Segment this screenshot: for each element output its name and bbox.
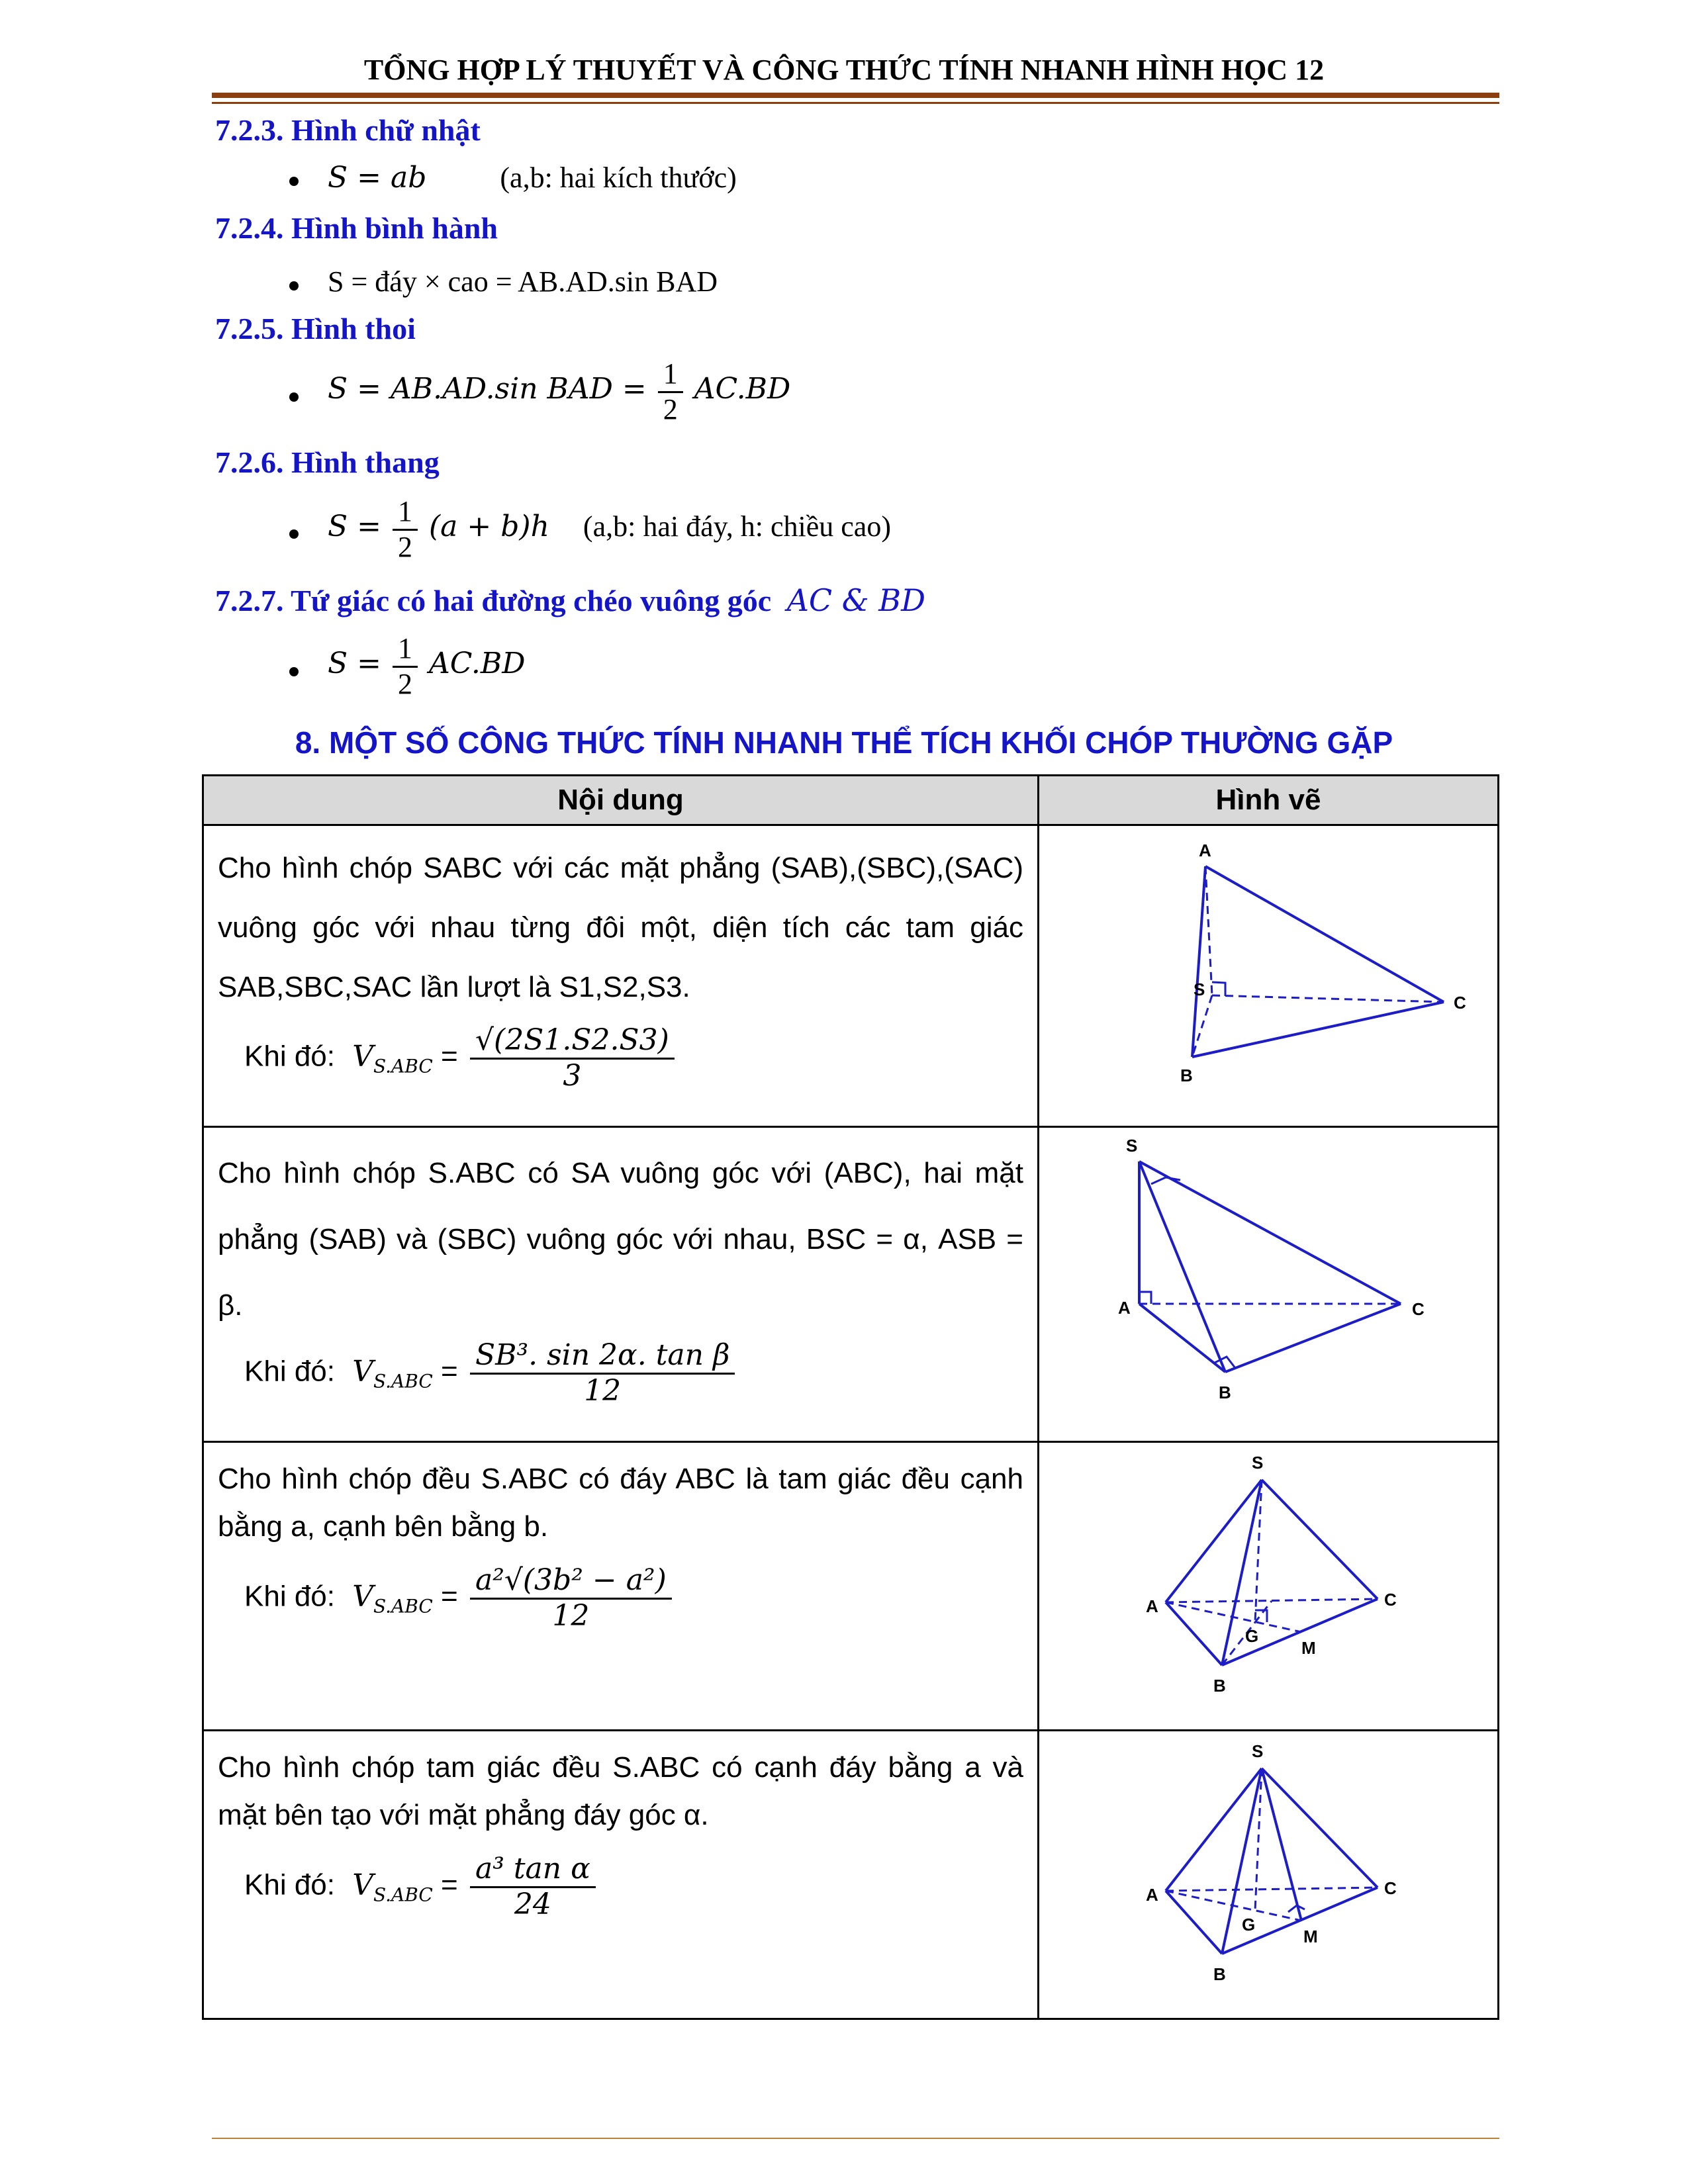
vertex-label: C: [1412, 1299, 1425, 1319]
heading-7-2-7: [215, 582, 925, 618]
row-text: Cho hình chóp SABC với các mặt phẳng (SAB),(SBC),(SAC) vuông góc với nhau từng đôi một, diện tích các tam giác SAB,SBC,SAC lần lượt là S1,S2,S3.: [218, 852, 1023, 1003]
figure-pyramid-sa-perpendicular: [1040, 1128, 1497, 1433]
fraction-num: 1: [393, 495, 418, 531]
vertex-label: G: [1245, 1626, 1259, 1646]
vertex-label: C: [1384, 1590, 1397, 1610]
fraction-den: 2: [398, 530, 412, 563]
edge-ab: [1166, 1891, 1222, 1954]
lhs-sub: S.ABC: [373, 1055, 433, 1077]
header-rule-thin: [212, 102, 1499, 104]
fraction: [470, 1339, 735, 1408]
row-content: [203, 825, 1039, 1127]
edge-sb: [1139, 1161, 1225, 1372]
vertex-label: B: [1180, 1066, 1193, 1085]
table-row: [203, 1127, 1499, 1442]
edge-ac: [1166, 1888, 1378, 1891]
fraction-num: SB³. sin 2α. tan β: [470, 1339, 735, 1375]
vertex-label: A: [1146, 1596, 1158, 1616]
edge-as: [1205, 866, 1212, 995]
heading-text: 7.2.7. Tứ giác có hai đường chéo vuông góc: [215, 584, 772, 617]
vertex-label: B: [1213, 1964, 1226, 1984]
formula-table: [202, 774, 1499, 2020]
footer-rule: [212, 2138, 1499, 2139]
vertex-label: B: [1213, 1676, 1226, 1696]
fraction: [470, 1564, 672, 1633]
table-row: [203, 1442, 1499, 1731]
lhs: V: [352, 1039, 373, 1073]
fraction-den: 2: [398, 667, 412, 700]
edge-sm: [1262, 1768, 1301, 1921]
vertex-label: B: [1219, 1383, 1231, 1402]
fraction-den: 2: [663, 392, 678, 426]
fraction: [470, 1852, 596, 1921]
fraction-den: 12: [552, 1598, 590, 1633]
fraction-den: 3: [563, 1058, 582, 1093]
right-angle-mark: [1139, 1292, 1151, 1304]
edge-ab: [1192, 866, 1205, 1057]
figure-regular-pyramid-dihedral: [1040, 1732, 1497, 2010]
heading-math: AC & BD: [786, 582, 925, 618]
formula-right: AC.BD: [429, 647, 526, 681]
fraction-num: a³ tan α: [470, 1852, 596, 1888]
khi-label: Khi đó:: [244, 1040, 335, 1073]
vertex-label: M: [1303, 1927, 1318, 1946]
fraction-num: 1: [393, 632, 418, 668]
bullet-icon: [289, 281, 299, 291]
fraction-num: √(2S1.S2.S3): [470, 1024, 675, 1060]
figure-regular-pyramid: [1040, 1443, 1497, 1721]
table-row: [203, 825, 1499, 1127]
header-rule-thick: [212, 93, 1499, 98]
row-figure: [1039, 1731, 1499, 2019]
fraction: [470, 1024, 675, 1093]
formula-trapezoid: [328, 495, 891, 564]
vertex-label: A: [1199, 841, 1211, 860]
row-figure: [1039, 1442, 1499, 1731]
fraction: [393, 495, 418, 564]
vertex-label: A: [1146, 1885, 1158, 1905]
row-content: [203, 1442, 1039, 1731]
row-content: [203, 1127, 1039, 1442]
vertex-label: G: [1242, 1915, 1256, 1934]
vertex-label: C: [1384, 1878, 1397, 1898]
edge-sc: [1262, 1480, 1378, 1599]
vertex-label: S: [1194, 979, 1205, 999]
bullet-icon: [289, 667, 299, 676]
header-figure: Hình vẽ: [1039, 776, 1499, 825]
lhs: V: [352, 1579, 373, 1614]
formula-left: S =: [328, 647, 381, 681]
row-formula: Khi đó: $V_{S.ABC}$ = $\frac{√(2S1.S2.S3)}{3}$: [205, 1024, 1037, 1093]
page-header-title: TỔNG HỢP LÝ THUYẾT VÀ CÔNG THỨC TÍNH NHANH HÌNH HỌC 12: [363, 54, 1325, 86]
header-content: Nội dung: [203, 776, 1039, 825]
bullet-icon: [289, 392, 299, 402]
row-content: [203, 1731, 1039, 2019]
angle-arc: [1288, 1905, 1305, 1912]
row-figure: [1039, 1127, 1499, 1442]
edge-sc: [1139, 1161, 1401, 1304]
lhs-sub: S.ABC: [373, 1884, 433, 1906]
row-text: Cho hình chóp đều S.ABC có đáy ABC là tam giác đều cạnh bằng a, cạnh bên bằng b.: [218, 1463, 1023, 1543]
vertex-label: S: [1252, 1741, 1264, 1761]
heading-7-2-4: 7.2.4. Hình bình hành: [215, 211, 498, 245]
fraction-num: 1: [658, 357, 683, 393]
formula-note: (a,b: hai kích thước): [500, 161, 737, 194]
lhs-sub: S.ABC: [373, 1595, 433, 1617]
heading-7-2-6: 7.2.6. Hình thang: [215, 445, 440, 479]
edge-ac: [1205, 866, 1444, 1002]
formula-parallelogram: [328, 265, 718, 298]
formula-rhombus: [328, 357, 790, 426]
lhs: V: [352, 1354, 373, 1388]
edge-ab: [1166, 1602, 1222, 1665]
formula-note: (a,b: hai đáy, h: chiều cao): [583, 510, 891, 543]
row-figure: [1039, 825, 1499, 1127]
table-header-row: [203, 776, 1499, 825]
fraction: [393, 632, 418, 701]
lhs-sub: S.ABC: [373, 1370, 433, 1392]
fraction-den: 24: [514, 1887, 551, 1921]
formula-rectangle: [328, 161, 737, 195]
formula-left: S = AB.AD.sin BAD =: [328, 372, 647, 406]
edge-bc: [1192, 1002, 1444, 1057]
formula-left: S =: [328, 510, 381, 544]
row-formula: Khi đó: $V_{S.ABC}$ = $\frac{\text{SB³. sin 2α. tan β}}{12}$: [205, 1339, 1037, 1408]
khi-label: Khi đó:: [244, 1355, 335, 1388]
fraction-den: 12: [584, 1373, 622, 1408]
vertex-label: A: [1118, 1298, 1131, 1318]
fraction: [658, 357, 683, 426]
formula-right: AC.BD: [694, 372, 791, 406]
vertex-label: C: [1454, 993, 1466, 1013]
row-text: Cho hình chóp S.ABC có SA vuông góc với (ABC), hai mặt phẳng (SAB) và (SBC) vuông góc với nhau, BSC = α, ASB = β.: [218, 1157, 1023, 1322]
row-formula: Khi đó: $V_{S.ABC}$ = $\frac{\text{a²√(3b² − a²)}}{12}$: [205, 1564, 1037, 1633]
right-angle-mark: [1212, 982, 1225, 996]
vertex-label: M: [1301, 1638, 1316, 1658]
formula-right: (a + b)h: [429, 510, 549, 544]
khi-label: Khi đó:: [244, 1580, 335, 1613]
khi-label: Khi đó:: [244, 1868, 335, 1901]
heading-7-2-3: 7.2.3. Hình chữ nhật: [215, 113, 481, 147]
section-8-title: 8. MỘT SỐ CÔNG THỨC TÍNH NHANH THỂ TÍCH KHỐI CHÓP THƯỜNG GẶP: [295, 725, 1393, 760]
formula-text: S = ab: [328, 161, 427, 195]
table-row: [203, 1731, 1499, 2019]
edge-sc: [1262, 1768, 1378, 1888]
heading-7-2-5: 7.2.5. Hình thoi: [215, 312, 416, 345]
lhs: V: [352, 1868, 373, 1902]
vertex-label: S: [1126, 1136, 1138, 1156]
edge-sc: [1212, 995, 1444, 1002]
figure-trirectangular-pyramid: [1040, 827, 1497, 1118]
row-formula: Khi đó: $V_{S.ABC}$ = $\frac{\text{a³ tan α}}{24}$: [205, 1852, 1037, 1921]
bullet-icon: [289, 177, 299, 186]
bullet-icon: [289, 529, 299, 539]
formula-text: S = đáy × cao = AB.AD.sin BAD: [328, 265, 718, 298]
row-text: Cho hình chóp tam giác đều S.ABC có cạnh đáy bằng a và mặt bên tạo với mặt phẳng đáy góc α.: [218, 1751, 1023, 1831]
edge-bc: [1225, 1304, 1401, 1372]
formula-perpendicular-diagonals: [328, 632, 525, 701]
vertex-label: S: [1252, 1453, 1264, 1473]
fraction-num: a²√(3b² − a²): [470, 1564, 672, 1600]
